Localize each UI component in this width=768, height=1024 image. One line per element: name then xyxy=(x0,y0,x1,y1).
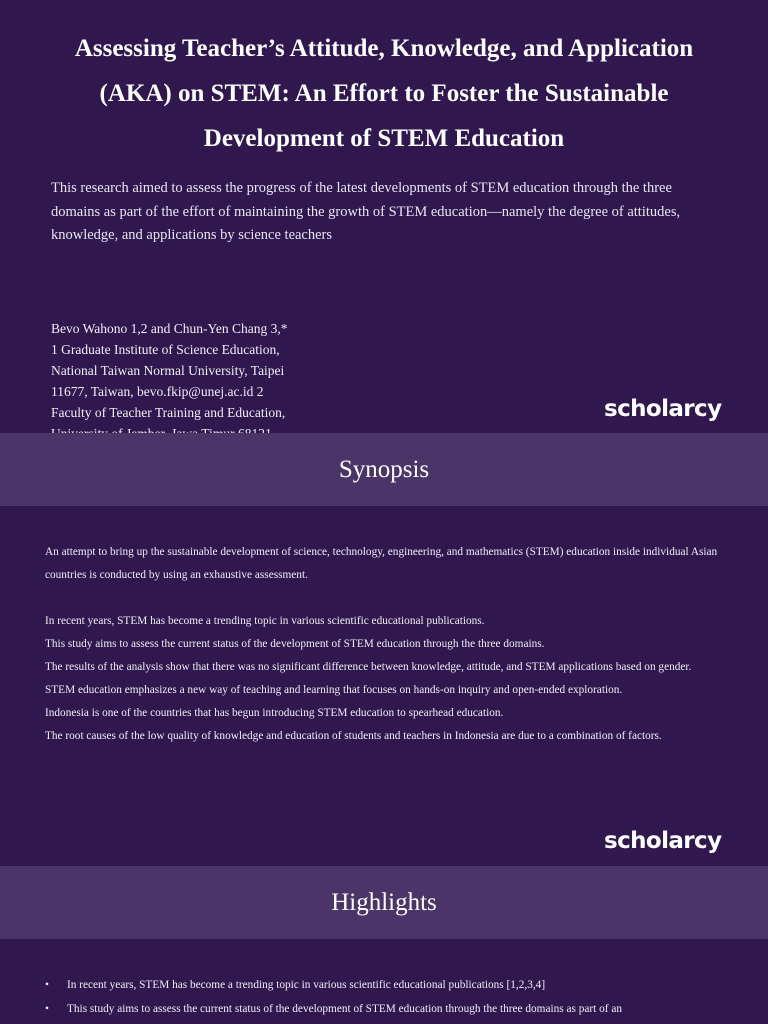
synopsis-point: Indonesia is one of the countries that has begun introducing STEM education to spearhead education. xyxy=(45,707,504,719)
bullet-icon: • xyxy=(45,979,49,991)
list-item xyxy=(45,997,745,1021)
bullet-icon: • xyxy=(45,1003,49,1015)
scholarcy-logo: scholarcy xyxy=(604,828,722,854)
synopsis-header-band xyxy=(0,433,768,506)
page-title: Assessing Teacher’s Attitude, Knowledge, and Application (AKA) on STEM: An Effort to Foster the Sustainable Development of STEM Education xyxy=(74,35,694,152)
scholarcy-logo: scholarcy xyxy=(604,396,722,422)
author-line: 11677, Taiwan, bevo.fkip@unej.ac.id 2 xyxy=(51,384,264,399)
research-summary: This research aimed to assess the progress of the latest developments of STEM education through the three domains as part of the effort of maintaining the growth of STEM education—namely the degree of attitudes, knowledge, and applications by science teachers xyxy=(51,180,681,243)
hero-section xyxy=(0,0,768,433)
synopsis-point: The results of the analysis show that there was no significant difference between knowledge, attitude, and STEM applications based on gender. xyxy=(45,661,692,673)
author-line: Bevo Wahono 1,2 and Chun-Yen Chang 3,* xyxy=(51,321,288,336)
highlights-header-band xyxy=(0,866,768,939)
author-line: Faculty of Teacher Training and Education, xyxy=(51,405,286,420)
highlights-heading: Highlights xyxy=(331,888,437,916)
synopsis-heading: Synopsis xyxy=(338,455,430,483)
paragraph-spacer xyxy=(45,587,735,610)
synopsis-body xyxy=(45,541,735,748)
author-line: National Taiwan Normal University, Taipei xyxy=(51,363,285,378)
author-line: 1 Graduate Institute of Science Education, xyxy=(51,342,280,357)
synopsis-point: In recent years, STEM has become a trending topic in various scientific educational publications. xyxy=(45,615,485,627)
highlight-text: In recent years, STEM has become a trending topic in various scientific educational publications [1,2,3,4] xyxy=(67,979,546,991)
author-affiliations xyxy=(51,318,321,433)
list-item xyxy=(45,973,745,997)
synopsis-point: The root causes of the low quality of knowledge and education of students and teachers in Indonesia are due to a combination of factors. xyxy=(45,730,662,742)
synopsis-point: This study aims to assess the current status of the development of STEM education through the three domains. xyxy=(45,638,545,650)
synopsis-intro: An attempt to bring up the sustainable development of science, technology, engineering, and mathematics (STEM) education inside individual Asian countries is conducted by using an exhaustive assessment. xyxy=(45,546,718,581)
highlight-text: This study aims to assess the current status of the development of STEM education through the three domains as part of an xyxy=(67,1003,622,1015)
highlights-list xyxy=(45,973,745,1021)
synopsis-point: STEM education emphasizes a new way of teaching and learning that focuses on hands-on inquiry and open-ended exploration. xyxy=(45,684,623,696)
